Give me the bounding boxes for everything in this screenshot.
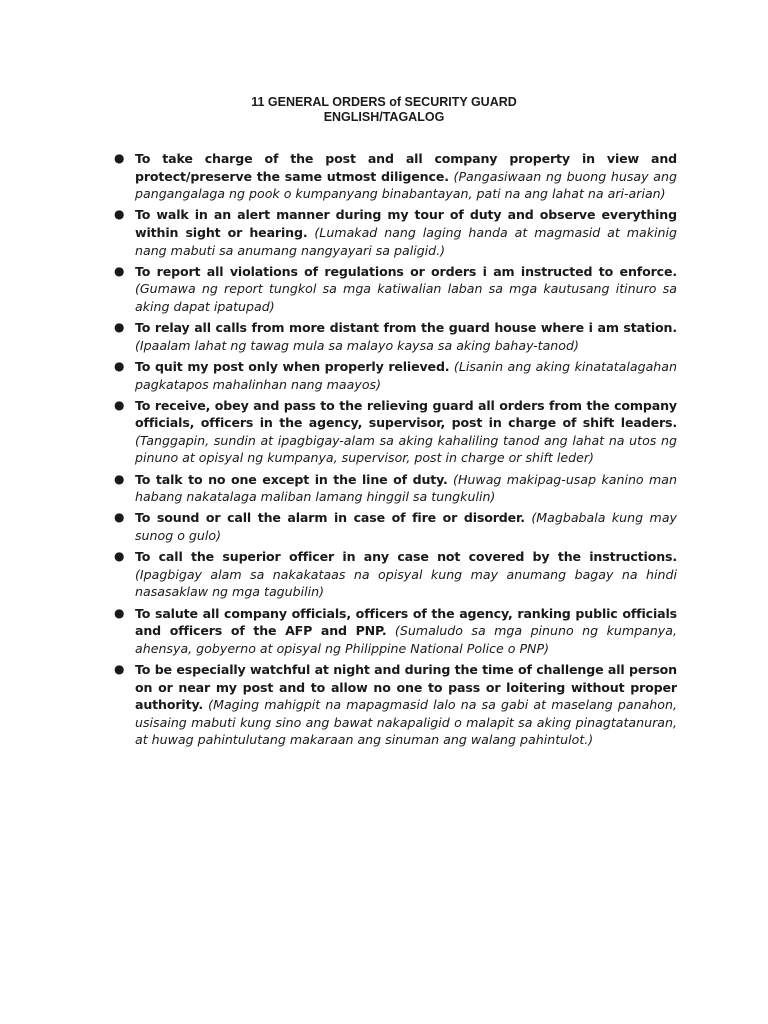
order-english: To call the superior officer in any case not covered by the instructions. bbox=[135, 549, 677, 565]
bullet-icon: ● bbox=[114, 471, 125, 486]
document-title: 11 GENERAL ORDERS of SECURITY GUARD bbox=[251, 95, 517, 109]
order-tagalog: (Tanggapin, sundin at ipagbigay-alam sa aking kahaliling tanod ang lahat na utos ng pinuno at opisyal ng kumpanya, supervisor, post in charge or shift leder) bbox=[135, 432, 677, 466]
order-english: To report all violations of regulations or orders i am instructed to enforce. bbox=[135, 263, 677, 279]
bullet-icon: ● bbox=[114, 151, 125, 165]
order-tagalog: (Huwag makipag-usap kanino man habang nakatalaga maliban lamang hinggil sa tungkulin) bbox=[135, 471, 677, 505]
order-tagalog: (Maging mahigpit na mapagmasid lalo na sa gabi at maselang panahon, usisaing mabuti kung sino ang bawat nakapaligid o malapit sa aking pinagtatanuran, at huwag pahintulutang makaraan ang sinuman ang walang pahintulot.) bbox=[135, 697, 677, 748]
general-orders-list bbox=[114, 150, 677, 753]
list-item bbox=[114, 605, 677, 658]
list-item bbox=[114, 548, 677, 601]
bullet-icon: ● bbox=[114, 661, 125, 676]
order-tagalog: (Magbabala kung may sunog o gulo) bbox=[135, 510, 677, 544]
bullet-icon: ● bbox=[114, 207, 125, 222]
list-item bbox=[114, 206, 677, 259]
list-item bbox=[114, 358, 677, 393]
order-english: To be especially watchful at night and during the time of challenge all person on or near my post and to allow no one to pass or loitering without proper authority. bbox=[135, 661, 677, 713]
bullet-icon: ● bbox=[114, 510, 125, 525]
order-tagalog: (Lisanin ang aking kinatatalagahan pagkatapos mahalinhan nang maayos) bbox=[135, 358, 677, 392]
bullet-icon: ● bbox=[114, 397, 125, 412]
list-item bbox=[114, 397, 677, 467]
order-tagalog: (Sumaludo sa mga pinuno ng kumpanya, ahensya, gobyerno at opisyal ng Philippine National Police o PNP) bbox=[135, 623, 677, 656]
bullet-icon: ● bbox=[114, 605, 125, 620]
list-item bbox=[114, 263, 677, 316]
order-tagalog: (Ipagbigay alam sa nakakataas na opisyal kung may anumang bagay na hindi nasasaklaw ng mga tagubilin) bbox=[135, 566, 677, 600]
order-english: To relay all calls from more distant from the guard house where i am station. bbox=[135, 320, 677, 336]
order-english: To take charge of the post and all company property in view and protect/preserve the same utmost diligence. bbox=[135, 151, 677, 184]
order-tagalog: (Gumawa ng report tungkol sa mga katiwalian laban sa mga kautusang itinuro sa aking dapat ipatupad) bbox=[135, 281, 677, 314]
bullet-icon: ● bbox=[114, 358, 125, 373]
bullet-icon: ● bbox=[114, 320, 125, 335]
order-tagalog: (Lumakad nang laging handa at magmasid at makinig nang mabuti sa anumang nangyayari sa paligid.) bbox=[135, 224, 677, 258]
order-english: To quit my post only when properly relieved. bbox=[135, 358, 450, 374]
list-item bbox=[114, 661, 677, 749]
order-english: To walk in an alert manner during my tour of duty and observe everything within sight or hearing. bbox=[135, 207, 677, 240]
document-subtitle: ENGLISH/TAGALOG bbox=[323, 110, 445, 124]
list-item bbox=[114, 509, 677, 544]
order-english: To talk to no one except in the line of duty. bbox=[135, 471, 448, 487]
order-tagalog: (Ipaalam lahat ng tawag mula sa malayo kaysa sa aking bahay-tanod) bbox=[135, 337, 579, 353]
order-english: To sound or call the alarm in case of fire or disorder. bbox=[135, 510, 525, 526]
bullet-icon: ● bbox=[114, 549, 125, 564]
order-english: To receive, obey and pass to the relieving guard all orders from the company officials, officers in the agency, supervisor, post in charge of shift leaders. bbox=[135, 397, 677, 431]
order-english: To salute all company officials, officers of the agency, ranking public officials and officers of the AFP and PNP. bbox=[135, 605, 677, 639]
list-item bbox=[114, 319, 677, 354]
list-item bbox=[114, 150, 677, 203]
order-tagalog: (Pangasiwaan ng buong husay ang pangangalaga ng pook o kumpanyang binabantayan, pati na ang lahat na ari-arian) bbox=[135, 168, 677, 202]
bullet-icon: ● bbox=[114, 263, 125, 278]
list-item bbox=[114, 471, 677, 506]
